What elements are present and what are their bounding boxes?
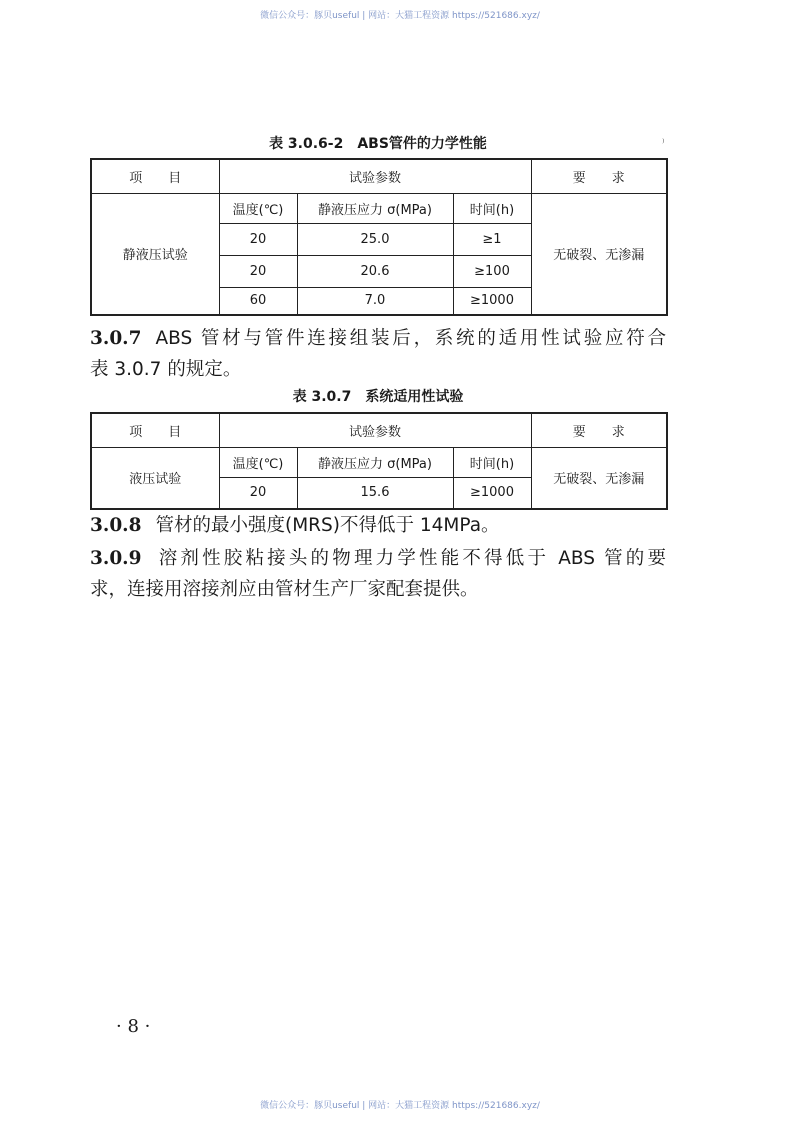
clause-307-line2: 表 3.0.7 的规定。: [90, 359, 242, 380]
cell-stress: 20.6: [297, 255, 453, 287]
requirement-cell: 无破裂、无渗漏: [531, 193, 667, 315]
watermark-top: 微信公众号：豚贝useful | 网站：大猫工程资源 https://521686.xyz/: [260, 11, 540, 21]
cell-stress: 25.0: [297, 223, 453, 255]
subheader-stress: 静液压应力 σ(MPa): [297, 193, 453, 223]
header-requirement: 要 求: [531, 413, 667, 447]
cell-time: ≥100: [453, 255, 531, 287]
cell-temp: 20: [219, 223, 297, 255]
clause-307-line1: [90, 324, 666, 350]
cell-stress: 15.6: [297, 477, 453, 509]
cell-time: ≥1000: [453, 477, 531, 509]
clause-308: [90, 511, 666, 537]
scan-mark: ⁾: [662, 138, 665, 149]
table1-caption: 表 3.0.6-2 ABS管件的力学性能: [269, 136, 487, 152]
watermark-bottom: 微信公众号：豚贝useful | 网站：大猫工程资源 https://521686.xyz/: [260, 1101, 540, 1111]
table2: [90, 412, 668, 510]
table1: [90, 158, 668, 316]
subheader-temp: 温度(℃): [219, 193, 297, 223]
item-cell: 液压试验: [91, 447, 219, 509]
cell-temp: 60: [219, 287, 297, 315]
cell-stress: 7.0: [297, 287, 453, 315]
clause-text: 管材的最小强度(MRS)不得低于 14MPa。: [155, 515, 500, 536]
subheader-time: 时间(h): [453, 193, 531, 223]
clause-number: 3.0.9: [90, 548, 142, 569]
header-params: 试验参数: [219, 159, 531, 193]
table2-caption: 表 3.0.7 系统适用性试验: [292, 389, 464, 405]
item-cell: 静液压试验: [91, 193, 219, 315]
clause-number: 3.0.8: [90, 515, 142, 536]
clause-number: 3.0.7: [90, 328, 142, 349]
clause-309-line2: 求，连接用溶接剂应由管材生产厂家配套提供。: [90, 579, 479, 600]
header-params: 试验参数: [219, 413, 531, 447]
header-item: 项 目: [91, 413, 219, 447]
clause-text: 溶剂性胶粘接头的物理力学性能不得低于 ABS 管的要: [155, 548, 666, 569]
header-requirement: 要 求: [531, 159, 667, 193]
subheader-temp: 温度(℃): [219, 447, 297, 477]
subheader-time: 时间(h): [453, 447, 531, 477]
requirement-cell: 无破裂、无渗漏: [531, 447, 667, 509]
cell-time: ≥1000: [453, 287, 531, 315]
cell-time: ≥1: [453, 223, 531, 255]
cell-temp: 20: [219, 255, 297, 287]
subheader-stress: 静液压应力 σ(MPa): [297, 447, 453, 477]
clause-309-line1: [90, 544, 666, 570]
clause-text: ABS 管材与管件连接组装后，系统的适用性试验应符合: [155, 328, 666, 349]
header-item: 项 目: [91, 159, 219, 193]
page-number: · 8 ·: [116, 1016, 151, 1037]
cell-temp: 20: [219, 477, 297, 509]
